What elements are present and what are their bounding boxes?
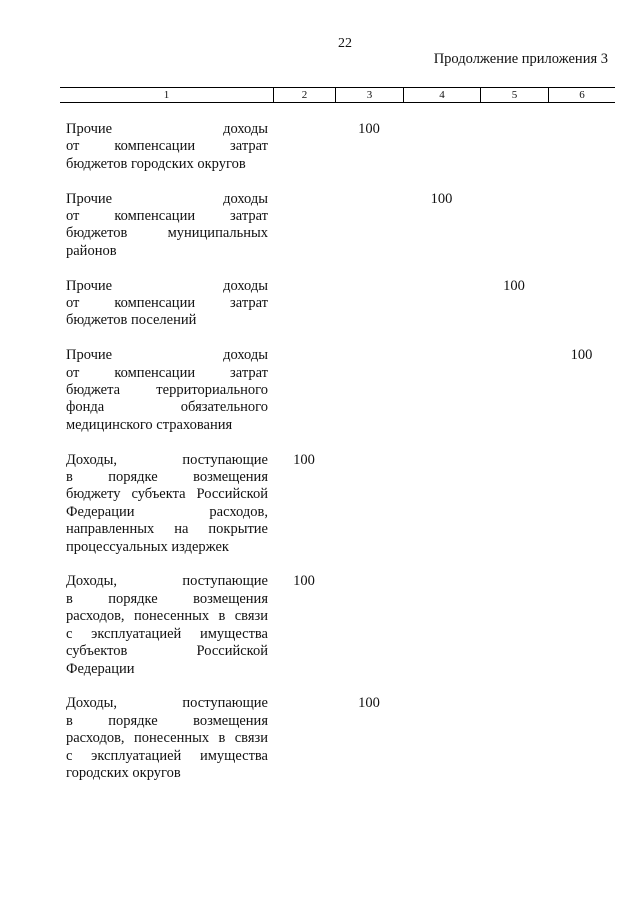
description-line: бюджету субъекта Российской [66,486,268,503]
value-column-5 [480,695,548,782]
table-row [60,191,615,261]
value-column-2 [273,695,335,782]
description-line: в порядке возмещения [66,469,268,486]
header-col-6: 6 [548,88,615,102]
description-line: расходов, понесенных в связи [66,730,268,747]
description-line: расходов, понесенных в связи [66,608,268,625]
value-column-4 [403,452,480,556]
value-column-5 [480,573,548,677]
description-line: Прочие доходы [66,190,268,207]
value-column-5 [480,347,548,434]
value-column-3 [335,278,403,330]
header-col-3: 3 [335,88,403,102]
income-description [60,695,273,782]
value-column-4 [403,121,480,173]
description-line: бюджетов городских округов [66,155,246,172]
table-row [60,121,615,173]
description-line: от компенсации затрат [66,208,268,225]
description-line: от компенсации затрат [66,138,268,155]
value-column-2: 100 [293,573,315,590]
value-column-5: 100 [503,277,525,294]
value-column-4 [403,573,480,677]
value-column-2 [273,191,335,261]
description-line: бюджета территориального [66,382,268,399]
description-line: от компенсации затрат [66,364,268,381]
table-row [60,695,615,782]
description-line: Доходы, поступающие [66,451,268,468]
value-column-5 [480,121,548,173]
value-column-6 [548,573,615,677]
value-column-2 [273,278,335,330]
value-column-4 [403,278,480,330]
description-line: Федерации [66,660,135,677]
value-column-2 [273,347,335,434]
value-column-6 [548,191,615,261]
value-column-6 [548,121,615,173]
value-column-3 [335,573,403,677]
value-column-2: 100 [293,451,315,468]
value-column-5 [480,191,548,261]
description-line: Доходы, поступающие [66,695,268,712]
income-description [60,191,273,261]
value-column-3: 100 [358,695,380,712]
income-description [60,452,273,556]
table-row [60,278,615,330]
header-col-4: 4 [403,88,480,102]
income-description [60,573,273,677]
value-column-3 [335,347,403,434]
value-column-6 [548,695,615,782]
value-column-5 [480,452,548,556]
table-body [60,121,615,800]
value-column-3 [335,452,403,556]
description-line: бюджетов поселений [66,312,197,329]
description-line: районов [66,242,117,259]
value-column-4: 100 [430,190,453,207]
description-line: субъектов Российской [66,643,268,660]
description-line: Прочие доходы [66,121,268,137]
description-line: от компенсации затрат [66,295,268,312]
value-column-3: 100 [358,121,380,137]
continuation-title: Продолжение приложения 3 [433,51,608,67]
description-line: направленных на покрытие [66,521,268,538]
table-header [60,87,615,103]
description-line: Доходы, поступающие [66,573,268,590]
table-row [60,452,615,556]
value-column-2 [273,121,335,173]
description-line: бюджетов муниципальных [66,225,268,242]
description-line: с эксплуатацией имущества [66,625,268,642]
description-line: городских округов [66,764,181,781]
description-line: медицинского страхования [66,416,233,433]
value-column-3 [335,191,403,261]
description-line: фонда обязательного [66,399,268,416]
header-col-1: 1 [163,89,170,101]
value-column-6: 100 [570,347,593,364]
header-col-5: 5 [480,88,548,102]
income-description [60,347,273,434]
income-description [60,121,273,173]
description-line: с эксплуатацией имущества [66,747,268,764]
description-line: Федерации расходов, [66,503,268,520]
description-line: в порядке возмещения [66,590,268,607]
header-col-2: 2 [273,88,335,102]
page-number: 22 [338,36,352,51]
table-row [60,573,615,677]
value-column-4 [403,695,480,782]
value-column-6 [548,278,615,330]
value-column-6 [548,452,615,556]
value-column-4 [403,347,480,434]
income-description [60,278,273,330]
description-line: в порядке возмещения [66,712,268,729]
description-line: Прочие доходы [66,277,268,294]
description-line: процессуальных издержек [66,538,229,555]
table-row [60,347,615,434]
description-line: Прочие доходы [66,347,268,364]
